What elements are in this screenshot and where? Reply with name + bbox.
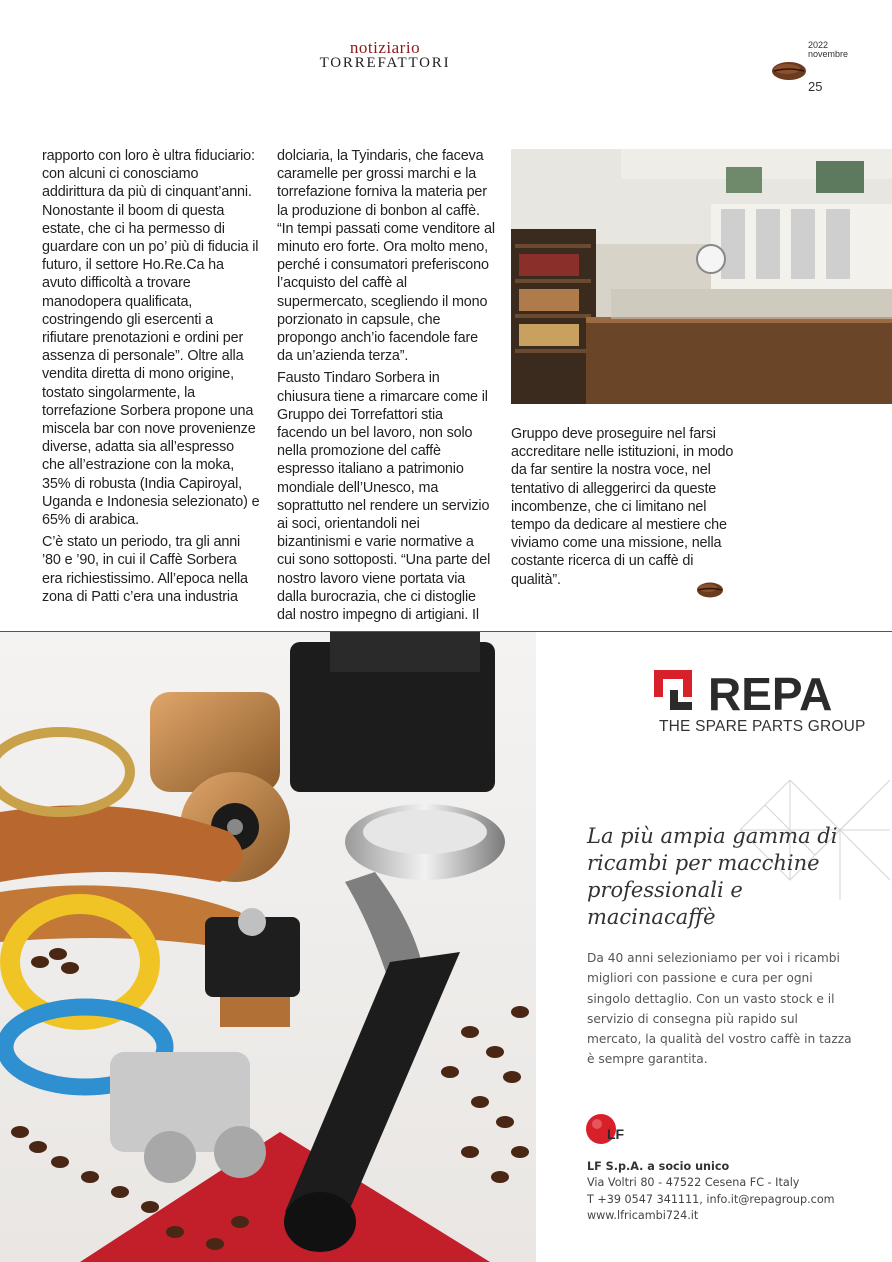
shop-interior-photo <box>511 149 892 404</box>
masthead-top: notiziario <box>349 38 421 57</box>
ad-body-text: Da 40 anni selezioniamo per voi i ricambi migliori con passione e cura per ogni singolo dettaglio. Con un vasto stock e il servizio di consegna più rapido sul mercato, la qualità del vostro caffè in tazza è sempre garantita. <box>587 951 852 1067</box>
company-name: LF S.p.A. a socio unico <box>587 1160 730 1173</box>
issue-month: novembre <box>808 49 849 59</box>
lf-logo-text: LF <box>607 1126 625 1142</box>
ad-headline: La più ampia gamma di ricambi per macchine professionali e macinacaffè <box>587 824 838 929</box>
company-address: Via Voltri 80 - 47522 Cesena FC - Italy <box>587 1176 800 1190</box>
spare-parts-photo <box>0 632 536 1262</box>
paragraph: dolciaria, la Tyindaris, che faceva caramelle per grossi marchi e la torrefazione forniva la materia per la produzione di bonbon al caffè. “In tempi passati come venditore al minuto ero forte. Ora molto meno, perché i consumatori preferiscono l’acquisto del caffè al supermercato, scegliendo il mono porzionato in capsule, che propongo anch’io facendole fare da un’azienda terza”. <box>277 148 495 365</box>
repa-tagline: THE SPARE PARTS GROUP <box>659 718 866 735</box>
paragraph: Gruppo deve proseguire nel farsi accreditare nelle istituzioni, in modo da far sentire la nostra voce, nel tentativo di alleggerirci da queste incombenze, che ci limitano nel tempo da dedicare al mestiere che viviamo come una missione, nella costante ricerca di un caffè di qualità”. <box>511 426 734 588</box>
company-website-link[interactable]: www.lfricambi724.it <box>587 1209 699 1223</box>
masthead <box>300 40 470 71</box>
repa-wordmark: REPA <box>708 670 833 720</box>
coffee-bean-icon <box>771 58 807 82</box>
article-column-1 <box>42 147 260 610</box>
contact-info <box>587 1159 835 1225</box>
lf-logo <box>585 1112 631 1146</box>
paragraph: rapporto con loro è ultra fiduciario: con alcuni ci conosciamo addirittura da più di cinquant’anni. Nonostante il boom di questa estate, che ci ha permesso di guardare con un po’ più di fiducia il futuro, il settore Ho.Re.Ca ha avuto difficoltà a trovare manodopera qualificata, costringendo gli esercenti a rifiutare prenotazioni e ordini per assenza di personale”. Oltre alla vendita diretta di mono origine, tostato singolarmente, la torrefazione Sorbera propone una miscela bar con nove provenienze diverse, adatta sia all’espresso che all’estrazione con la moka, 35% di robusta (India Capiroyal, Uganda e Indonesia selezionato) e 65% di arabica. <box>42 148 260 529</box>
masthead-bottom: TORREFATTORI <box>319 55 451 71</box>
coffee-bean-icon <box>696 580 724 599</box>
repa-logo <box>654 670 844 720</box>
issue-date <box>808 41 848 59</box>
article-column-2 <box>277 147 495 628</box>
article-column-3 <box>511 425 739 593</box>
page-number: 25 <box>808 79 823 94</box>
company-phone-email[interactable]: T +39 0547 341111, info.it@repagroup.com <box>587 1192 835 1206</box>
paragraph: C’è stato un periodo, tra gli anni ’80 e ’90, in cui il Caffè Sorbera era richiestissimo. All’epoca nella zona di Patti c’era una industria <box>42 534 248 605</box>
paragraph: Fausto Tindaro Sorbera in chiusura tiene a rimarcare come il Gruppo dei Torrefattori stia facendo un bel lavoro, non solo nella promozione del caffè espresso italiano a patrimonio mondiale dell’Unesco, ma soprattutto nel rendere un servizio ai soci, orientandoli nei bizantinismi e varie normative a cui sono sottoposti. “Una parte del nostro lavoro viene portata via dalla burocrazia, che ci distoglie dal nostro impegno di artigiani. Il <box>277 370 491 624</box>
issue-year: 2022 <box>808 40 829 50</box>
